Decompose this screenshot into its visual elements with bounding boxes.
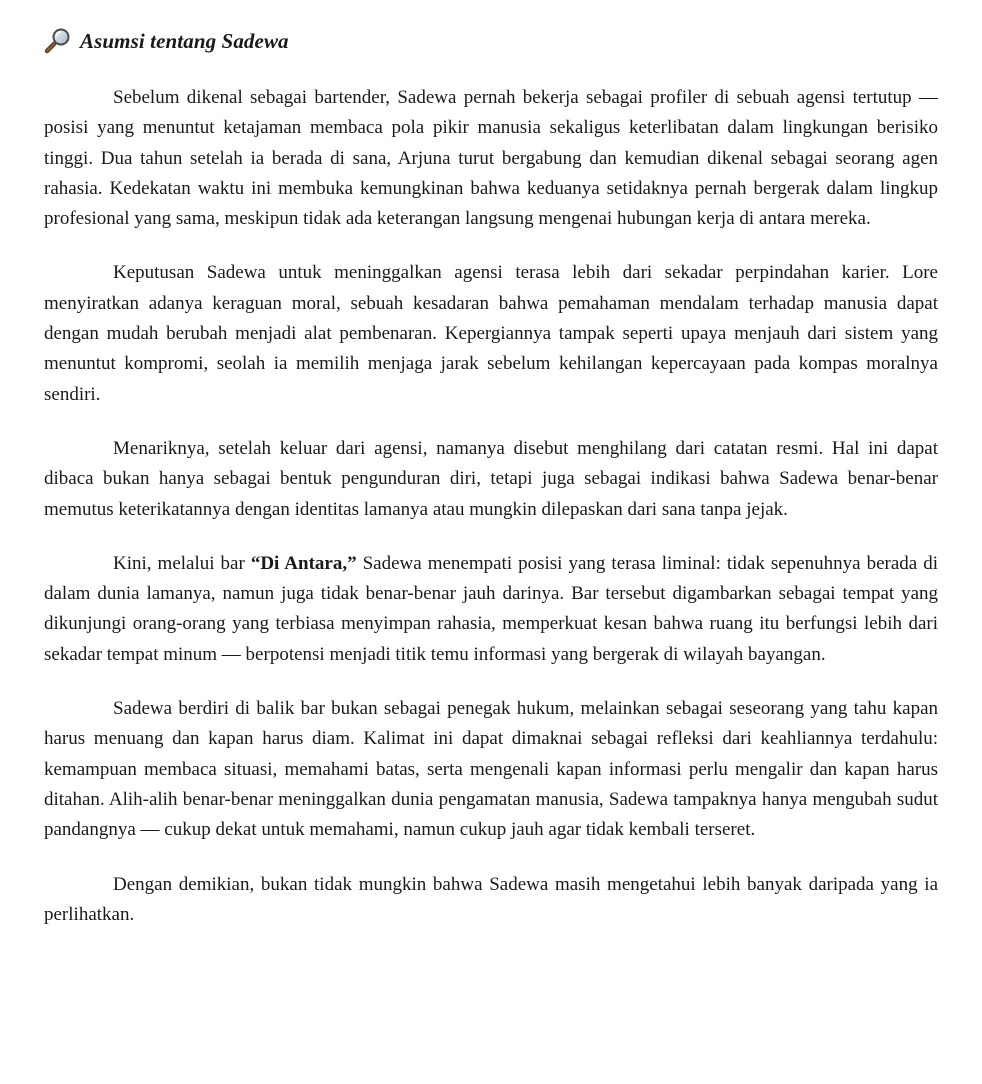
section-heading <box>44 24 938 58</box>
magnifying-glass-icon <box>44 28 72 54</box>
paragraph-2: Keputusan Sadewa untuk meninggalkan agensi terasa lebih dari sekadar perpindahan karier. Lore menyiratkan adanya keraguan moral, sebuah kesadaran bahwa pemahaman mendalam terhadap manusia dapat dengan mudah berubah menjadi alat pembenaran. Kepergiannya tampak seperti upaya menjauh dari sistem yang menuntut kompromi, seolah ia memilih menjaga jarak sebelum kehilangan kepercayaan pada kompas moralnya sendiri. <box>44 262 938 405</box>
paragraph-4-text-before: Kini, melalui bar <box>113 552 251 574</box>
paragraph-5: Sadewa berdiri di balik bar bukan sebagai penegak hukum, melainkan sebagai seseorang yang tahu kapan harus menuang dan kapan harus diam. Kalimat ini dapat dimaknai sebagai refleksi dari keahliannya terdahulu: kemampuan membaca situasi, memahami batas, serta mengenali kapan informasi perlu mengalir dan kapan harus ditahan. Alih-alih benar-benar meninggalkan dunia pengamatan manusia, Sadewa tampaknya hanya mengubah sudut pandangnya — cukup dekat untuk memahami, namun cukup jauh agar tidak kembali terseret. <box>44 698 938 841</box>
paragraph-1: Sebelum dikenal sebagai bartender, Sadewa pernah bekerja sebagai profiler di sebuah agensi tertutup — posisi yang menuntut ketajaman membaca pola pikir manusia sekaligus keterlibatan dalam lingkungan berisiko tinggi. Dua tahun setelah ia berada di sana, Arjuna turut bergabung dan kemudian dikenal sebagai seorang agen rahasia. Kedekatan waktu ini membuka kemungkinan bahwa keduanya setidaknya pernah bergerak dalam lingkup profesional yang sama, meskipun tidak ada keterangan langsung mengenai hubungan kerja di antara mereka. <box>44 87 938 230</box>
bar-name-emphasis: “Di Antara,” <box>250 552 357 574</box>
paragraph-4-text-after: Sadewa menempati posisi yang terasa liminal: tidak sepenuhnya berada di dalam dunia lamanya, namun juga tidak benar-benar jauh darinya. Bar tersebut digambarkan sebagai tempat yang dikunjungi orang-orang yang terbiasa menyimpan rahasia, memperkuat kesan bahwa ruang itu berfungsi lebih dari sekadar tempat minum — berpotensi menjadi titik temu informasi yang bergerak di wilayah bayangan. <box>44 552 938 665</box>
document-page <box>44 24 938 954</box>
paragraph-3: Menariknya, setelah keluar dari agensi, namanya disebut menghilang dari catatan resmi. Hal ini dapat dibaca bukan hanya sebagai bentuk pengunduran diri, tetapi juga sebagai indikasi bahwa Sadewa benar-benar memutus keterikatannya dengan identitas lamanya atau mungkin dilepaskan dari sana tanpa jejak. <box>44 437 938 520</box>
paragraph-6: Dengan demikian, bukan tidak mungkin bahwa Sadewa masih mengetahui lebih banyak daripada yang ia perlihatkan. <box>44 873 938 925</box>
paragraph-4 <box>44 549 938 670</box>
section-title: Asumsi tentang Sadewa <box>80 28 289 53</box>
